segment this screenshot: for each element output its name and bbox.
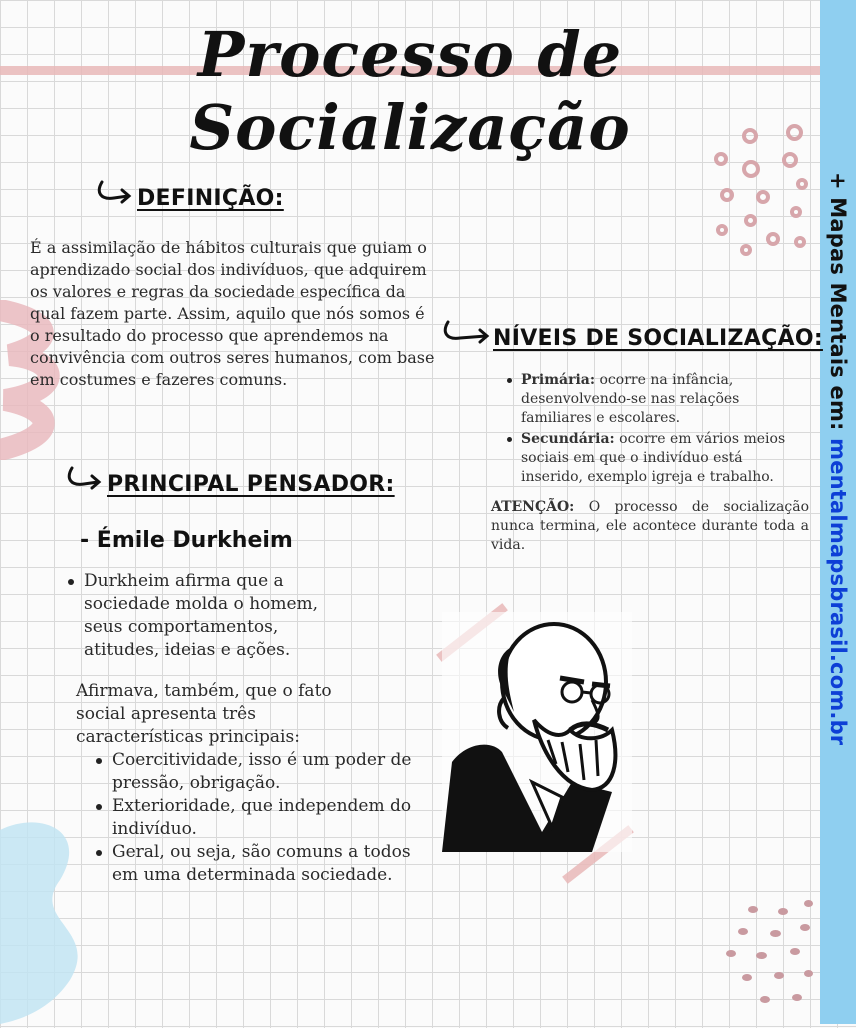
pensador-heading: PRINCIPAL PENSADOR: (107, 472, 395, 497)
list-item: Durkheim afirma que a sociedade molda o homem, seus comportamentos, atitudes, ideias e ações. (84, 570, 354, 662)
caracteristicas-list (112, 749, 412, 887)
blue-brush-bottom-left (0, 800, 110, 1024)
durkheim-portrait (442, 612, 632, 852)
pensador-name: - Émile Durkheim (80, 528, 293, 553)
pensador-bullet-list (84, 570, 354, 662)
definicao-text: É a assimilação de hábitos culturais que guiam o aprendizado social dos indivíduos, que adquirem os valores e regras da sociedade específica da qual fazem parte. Assim, aquilo que nós somos é o resultado do processo que aprendemos na convivência com outros seres humanos, com base em costumes e fazeres comuns. (30, 238, 435, 389)
niveis-heading: NÍVEIS DE SOCIALIZAÇÃO: (493, 326, 823, 351)
niveis-list (521, 371, 801, 487)
sidebar-link[interactable] (826, 172, 850, 745)
curved-arrow-icon (64, 464, 104, 492)
sidebar-prefix: + Mapas Mentais em: (826, 172, 850, 439)
list-item: Exterioridade, que independem do indivíduo. (112, 796, 412, 839)
list-item: Primária: ocorre na infância, desenvolvendo-se nas relações familiares e escolares. (521, 371, 801, 428)
curved-arrow-icon (440, 318, 492, 346)
list-item: Geral, ou seja, são comuns a todos em uma determinada sociedade. (112, 842, 411, 885)
sidebar-url[interactable]: mentalmapsbrasil.com.br (826, 438, 850, 746)
list-item: Coercitividade, isso é um poder de pressão, obrigação. (112, 750, 412, 793)
pensador-intro: Afirmava, também, que o fato social apresenta três características principais: (76, 681, 332, 747)
definicao-heading: DEFINIÇÃO: (137, 186, 284, 211)
curved-arrow-icon (94, 178, 134, 206)
page-title: Processo de Socialização (189, 18, 631, 164)
atencao-note: ATENÇÃO: O processo de socialização nunca termina, ele acontece durante toda a vida. (491, 499, 809, 553)
list-item: Secundária: ocorre em vários meios sociais em que o indivíduo está inserido, exemplo igreja e trabalho. (521, 430, 801, 487)
